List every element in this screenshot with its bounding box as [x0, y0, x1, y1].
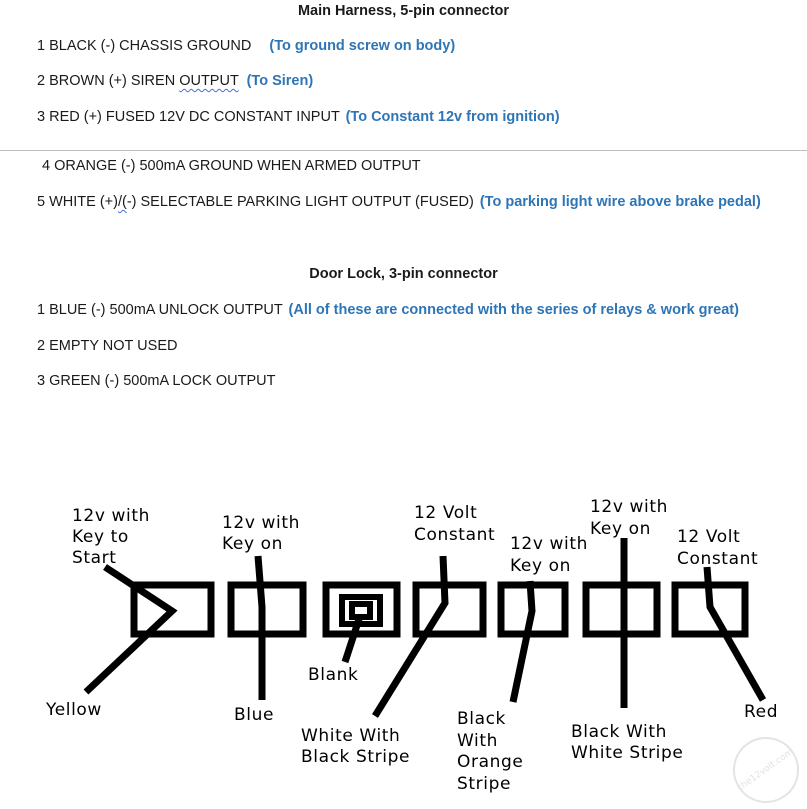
output-label-white-black-line-1: White With	[301, 726, 401, 746]
main-line-3-text: 3 RED (+) FUSED 12V DC CONSTANT INPUT	[37, 109, 340, 125]
cavity-4	[416, 585, 483, 634]
main-line-2-spellcheck-word: OUTPUT	[179, 73, 239, 89]
output-label-black-white-line-2: White Stripe	[571, 743, 684, 763]
output-label-yellow: Yellow	[46, 700, 102, 720]
input-label-6-line-1: 12 Volt	[677, 527, 741, 547]
input-label-6-line-2: Constant	[677, 549, 759, 569]
output-label-red: Red	[744, 702, 779, 722]
main-line-5-note: (To parking light wire above brake pedal)	[479, 194, 761, 210]
main-line-1-note: (To ground screw on body)	[269, 38, 456, 54]
input-label-1-line-1: 12v with	[72, 506, 150, 526]
input-label-4-line-1: 12v with	[510, 534, 588, 554]
main-harness-heading: Main Harness, 5-pin connector	[297, 3, 510, 19]
door-line-1-note: (All of these are connected with the series of relays & work great)	[288, 302, 739, 318]
main-line-1-text: 1 BLACK (-) CHASSIS GROUND	[37, 38, 252, 54]
main-line-5-spellcheck-word: /(	[117, 194, 127, 210]
cavity-2	[231, 585, 303, 634]
input-label-2-line-1: 12v with	[222, 513, 300, 533]
input-label-5-line-2: Key on	[590, 519, 651, 539]
main-line-5-text-a: 5 WHITE (+)	[37, 194, 118, 210]
output-label-blank: Blank	[308, 665, 359, 685]
output-label-black-orange-line-3: Orange	[457, 752, 524, 772]
wire-2-keyon-to-blue	[258, 556, 262, 700]
output-label-black-white-line-1: Black With	[571, 722, 667, 742]
output-label-black-orange-line-2: With	[457, 731, 498, 751]
door-line-1-text: 1 BLUE (-) 500mA UNLOCK OUTPUT	[37, 302, 283, 318]
input-labels	[72, 497, 758, 576]
main-line-2-text: 2 BROWN (+) SIREN	[37, 73, 180, 89]
input-label-1-line-3: Start	[72, 548, 117, 568]
output-label-white-black-line-2: Black Stripe	[301, 747, 411, 767]
input-label-3-line-1: 12 Volt	[414, 503, 478, 523]
wires	[86, 538, 763, 716]
main-line-2-note: (To Siren)	[246, 73, 314, 89]
output-label-blue: Blue	[234, 705, 275, 725]
input-label-3-line-2: Constant	[414, 525, 496, 545]
main-line-3-note: (To Constant 12v from ignition)	[345, 109, 560, 125]
output-label-black-orange-line-4: Stripe	[457, 774, 512, 794]
blank-cavity-inner	[352, 604, 370, 617]
main-line-4-text: 4 ORANGE (-) 500mA GROUND WHEN ARMED OUTPUT	[42, 158, 421, 174]
output-label-black-orange-line-1: Black	[457, 709, 506, 729]
wire-5-keyon-to-black-orange	[513, 581, 532, 702]
input-label-1-line-2: Key to	[72, 527, 129, 547]
watermark-logo: the12volt.com	[720, 724, 807, 809]
output-labels	[45, 665, 778, 794]
input-label-5-line-1: 12v with	[590, 497, 668, 517]
input-label-4-line-2: Key on	[510, 556, 571, 576]
door-line-2-text: 2 EMPTY NOT USED	[37, 338, 178, 354]
door-lock-heading: Door Lock, 3-pin connector	[309, 266, 498, 282]
input-label-2-line-2: Key on	[222, 534, 283, 554]
door-line-3-text: 3 GREEN (-) 500mA LOCK OUTPUT	[37, 373, 276, 389]
main-line-5-text-c: -) SELECTABLE PARKING LIGHT OUTPUT (FUSED)	[126, 194, 474, 210]
